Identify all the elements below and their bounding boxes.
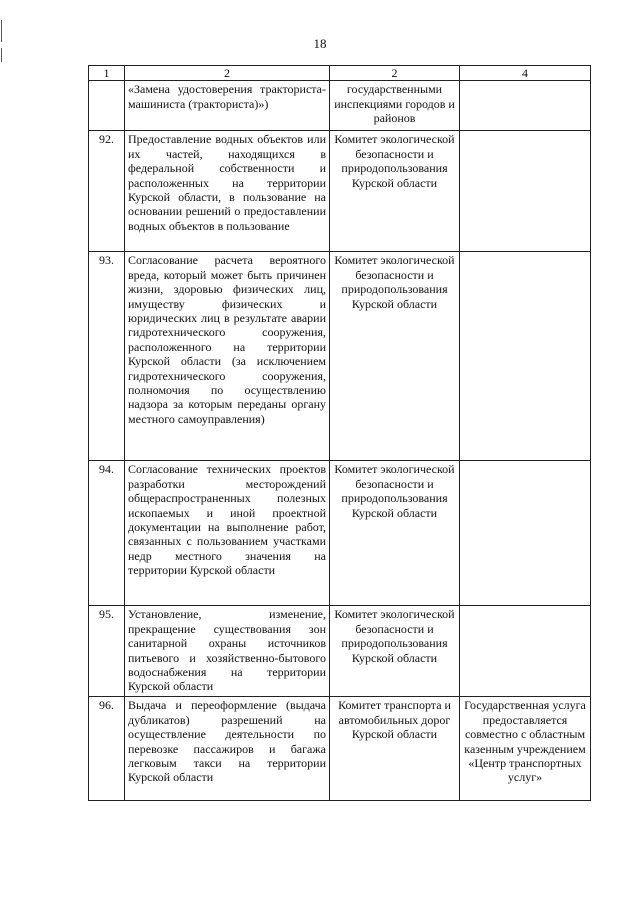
responsible-agency: Комитет экологической безопасности и природопользования Курской области: [330, 606, 460, 697]
responsible-agency: Комитет экологической безопасности и природопользования Курской области: [330, 461, 460, 606]
responsible-agency: Комитет транспорта и автомобильных дорог Курской области: [330, 697, 460, 801]
row-number: 96.: [89, 697, 125, 801]
table-row: [89, 697, 591, 801]
row-number: 95.: [89, 606, 125, 697]
responsible-agency: государственными инспекциями городов и районов: [330, 81, 460, 131]
service-name: Предоставление водных объектов или их частей, находящихся в федеральной собственности и расположенных на территории Курской области, в пользование на основании решений о предоставлении водных объектов в пользование: [125, 131, 330, 252]
note-cell: [460, 252, 591, 461]
header-cell-note: 4: [460, 66, 591, 81]
row-number: 94.: [89, 461, 125, 606]
service-name: «Замена удостоверения тракториста-машиниста (тракториста)»): [125, 81, 330, 131]
row-number: [89, 81, 125, 131]
table-row: [89, 461, 591, 606]
service-name: Выдача и переоформление (выдача дубликатов) разрешений на осуществление деятельности по перевозке пассажиров и багажа легковым такси на территории Курской области: [125, 697, 330, 801]
note-cell: Государственная услуга предоставляется совместно с областным казенным учреждением «Центр транспортных услуг»: [460, 697, 591, 801]
table-row: [89, 252, 591, 461]
services-table: [88, 65, 591, 801]
note-cell: [460, 461, 591, 606]
responsible-agency: Комитет экологической безопасности и природопользования Курской области: [330, 252, 460, 461]
table-row: [89, 81, 591, 131]
header-cell-number: 1: [89, 66, 125, 81]
note-cell: [460, 606, 591, 697]
note-cell: [460, 81, 591, 131]
service-name: Согласование технических проектов разработки месторождений общераспространенных полезных ископаемых и иной проектной документации на выполнение работ, связанных с пользованием участками недр местного значения на территории Курской области: [125, 461, 330, 606]
service-name: Установление, изменение, прекращение существования зон санитарной охраны источников питьевого и хозяйственно-бытового водоснабжения на территории Курской области: [125, 606, 330, 697]
table-row: [89, 131, 591, 252]
header-cell-agency: 2: [330, 66, 460, 81]
page-number: 18: [313, 36, 327, 51]
header-cell-service: 2: [125, 66, 330, 81]
service-name: Согласование расчета вероятного вреда, который может быть причинен жизни, здоровью физических лиц, имуществу физических и юридических лиц в результате аварии гидротехнического сооружения, расположенного на территории Курской области (за исключением гидротехнического сооружения, полномочия по осуществлению надзора за которым переданы органу местного самоуправления): [125, 252, 330, 461]
row-number: 92.: [89, 131, 125, 252]
table-header-row: [89, 66, 591, 81]
row-number: 93.: [89, 252, 125, 461]
note-cell: [460, 131, 591, 252]
responsible-agency: Комитет экологической безопасности и природопользования Курской области: [330, 131, 460, 252]
table-row: [89, 606, 591, 697]
